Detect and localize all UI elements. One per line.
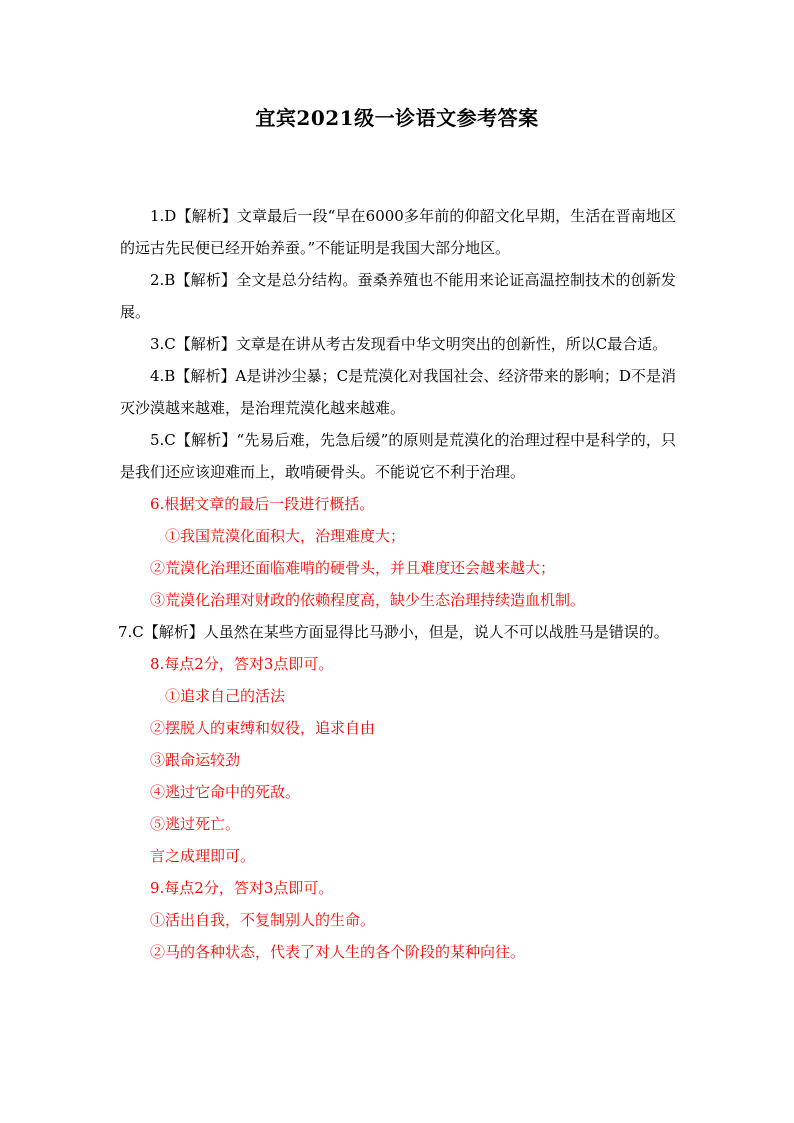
answer-8-point-2: ②摆脱人的束缚和奴役，追求自由 <box>150 719 376 737</box>
answer-6-point-3: ③荒漠化治理对财政的依赖程度高，缺少生态治理持续造血机制。 <box>150 591 586 609</box>
answer-8-point-4: ④逃过它命中的死敌。 <box>150 783 301 801</box>
answer-8-point-5: ⑤逃过死亡。 <box>150 815 241 833</box>
answer-3: 3.C【解析】文章是在讲从考古发现看中华文明突出的创新性，所以C最合适。 <box>150 335 668 353</box>
answer-6-point-2: ②荒漠化治理还面临难啃的硬骨头，并且难度还会越来越大； <box>150 559 556 577</box>
answer-9-point-2: ②马的各种状态，代表了对人生的各个阶段的某种向往。 <box>150 943 526 961</box>
answer-6-heading: 6.根据文章的最后一段进行概括。 <box>150 495 375 513</box>
answer-9-point-1: ①活出自我，不复制别人的生命。 <box>150 911 376 929</box>
answer-9-heading: 9.每点2分，答对3点即可。 <box>150 879 334 897</box>
answer-1: 1.D【解析】文章最后一段“早在6000多年前的仰韶文化早期，生活在晋南地区的远古先民便已经开始养蚕。”不能证明是我国大部分地区。 <box>120 207 676 257</box>
answer-8-note: 言之成理即可。 <box>150 847 256 865</box>
answer-8-point-3: ③跟命运较劲 <box>150 751 241 769</box>
answer-4: 4.B【解析】A是讲沙尘暴；C是荒漠化对我国社会、经济带来的影响；D不是消灭沙漠越来越难，是治理荒漠化越来越难。 <box>120 367 676 417</box>
answer-5: 5.C【解析】“先易后难，先急后缓”的原则是荒漠化的治理过程中是科学的，只是我们还应该迎难而上，敢啃硬骨头。不能说它不利于治理。 <box>120 431 676 481</box>
answer-6-point-1: ①我国荒漠化面积大，治理难度大； <box>165 527 406 545</box>
answer-2: 2.B【解析】全文是总分结构。蚕桑养殖也不能用来论证高温控制技术的创新发展。 <box>120 271 676 321</box>
answer-8-point-1: ①追求自己的活法 <box>165 687 286 705</box>
answer-7: 7.C【解析】人虽然在某些方面显得比马渺小，但是，说人不可以战胜马是错误的。 <box>118 623 669 641</box>
page-title: 宜宾2021级一诊语文参考答案 <box>255 106 539 130</box>
answer-content <box>120 200 676 968</box>
answer-8-heading: 8.每点2分，答对3点即可。 <box>150 655 334 673</box>
